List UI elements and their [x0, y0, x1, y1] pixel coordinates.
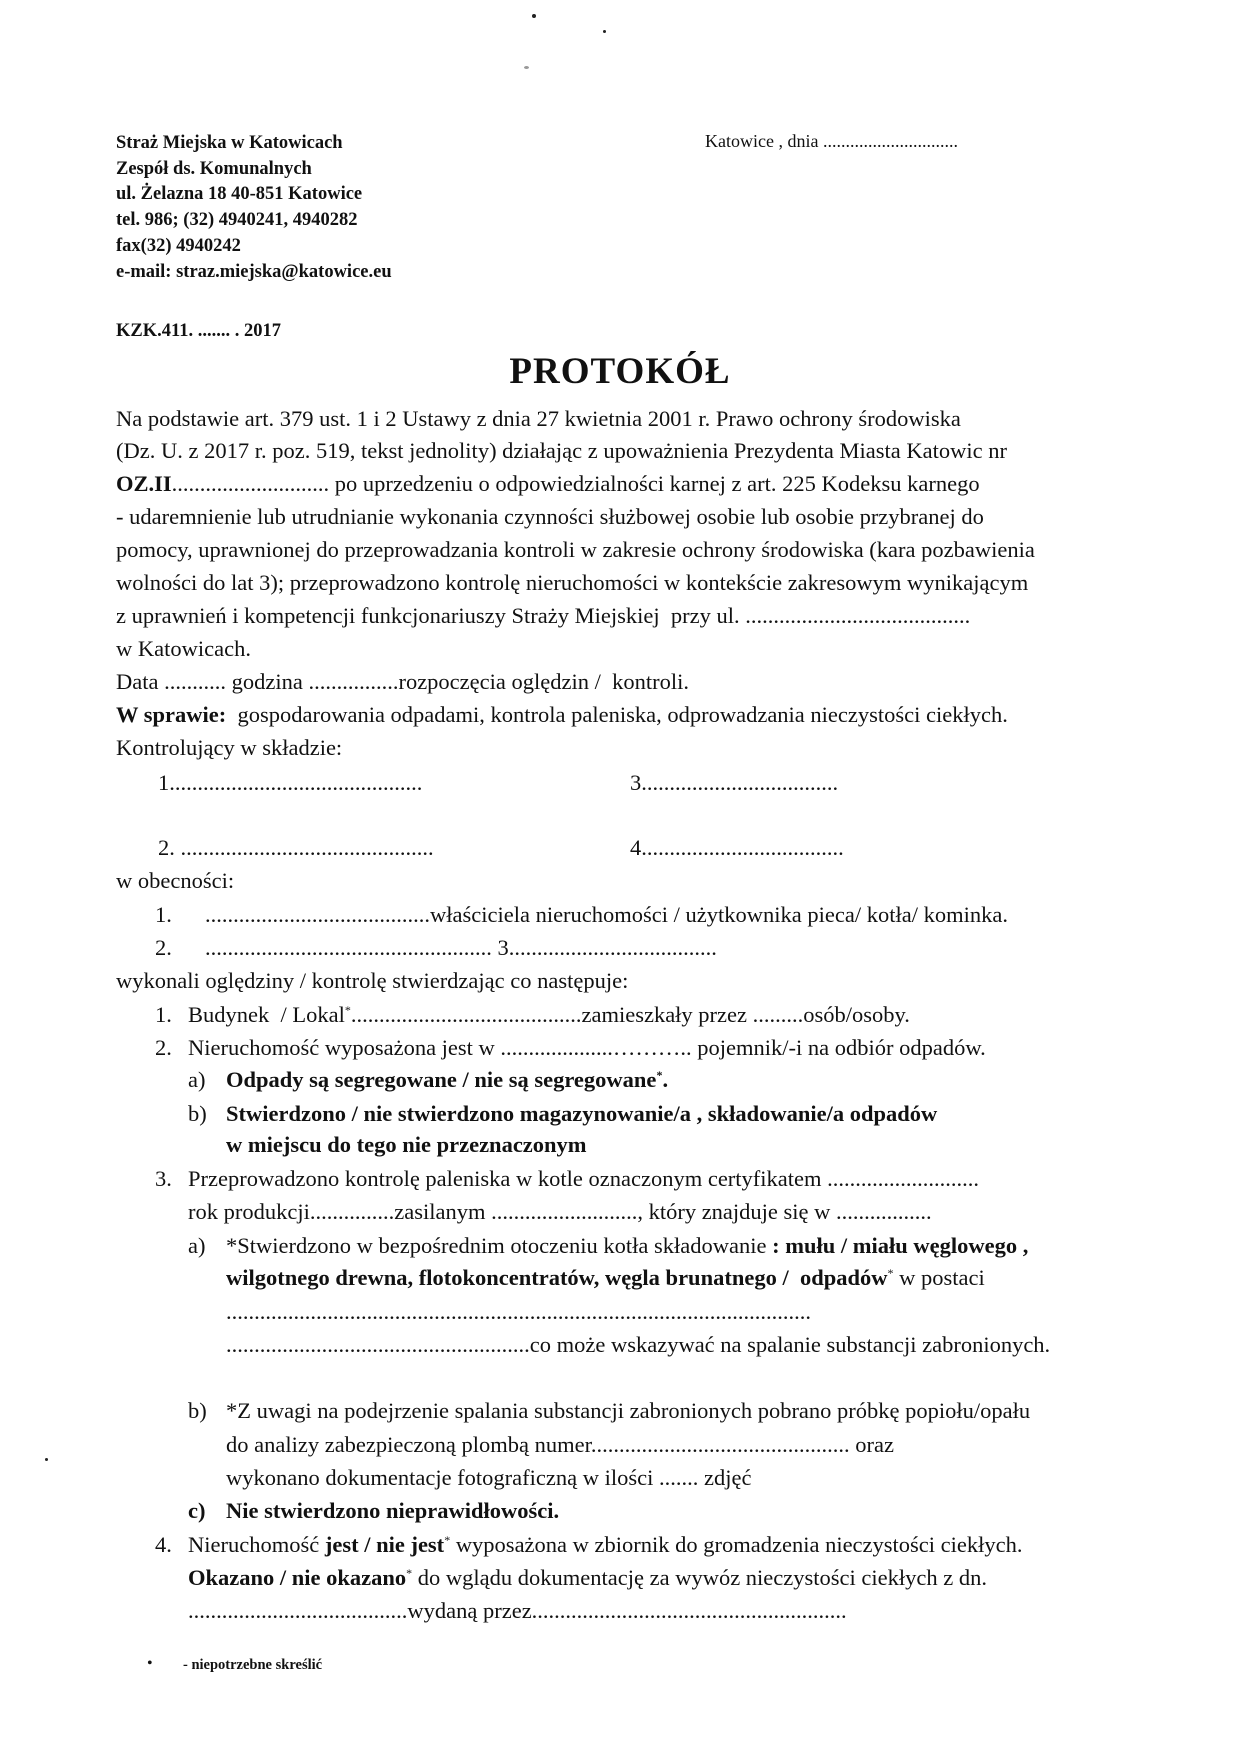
intro-line: - udaremnienie lub utrudnianie wykonania czynności służbowej osobie lub osobie przybranej do — [116, 504, 984, 529]
place-date: Katowice , dnia .............................. — [705, 131, 958, 151]
presence-label: w obecności: — [116, 868, 235, 893]
authorization-number: OZ.II — [116, 471, 172, 496]
item-3a-line-1: *Stwierdzono w bezpośrednim otoczeniu kotła składowanie : mułu / miału węglowego , — [226, 1233, 1029, 1258]
performed-line: wykonali oględziny / kontrolę stwierdzając co następuje: — [116, 968, 629, 993]
item-2a-label: a) — [188, 1067, 206, 1092]
matter-line — [116, 701, 1008, 729]
item-4-line-3: .......................................wydaną przez........................................................ — [188, 1598, 847, 1623]
item-4-line-1: Nieruchomość jest / nie jest* wyposażona w zbiornik do gromadzenia nieczystości ciekłych. — [188, 1532, 1023, 1557]
presence-2: ................................................... 3..................................... — [205, 935, 717, 960]
address: ul. Żelazna 18 40-851 Katowice — [116, 184, 363, 204]
item-3b-line-1: *Z uwagi na podejrzenie spalania substancji zabronionych pobrano próbkę popiołu/opału — [226, 1398, 1031, 1423]
phone: tel. 986; (32) 4940241, 4940282 — [116, 210, 358, 230]
footnote-text: - niepotrzebne skreślić — [183, 1657, 323, 1673]
institution-name: Straż Miejska w Katowicach — [116, 133, 343, 153]
scan-speck — [524, 66, 529, 69]
item-2-number: 2. — [155, 1035, 172, 1060]
page-title: PROTOKÓŁ — [509, 351, 731, 392]
item-4-number: 4. — [155, 1532, 172, 1557]
intro-line: (Dz. U. z 2017 r. poz. 519, tekst jednolity) działając z upoważnienia Prezydenta Miasta Katowic nr — [116, 438, 1007, 463]
item-3-text-cont: rok produkcji...............zasilanym .........................., który znajduje się w ................. — [188, 1199, 932, 1224]
item-3b-line-2: do analizy zabezpieczoną plombą numer.............................................. oraz — [226, 1432, 894, 1457]
item-3c-text: Nie stwierdzono nieprawidłowości. — [226, 1498, 560, 1523]
item-4-line-2: Okazano / nie okazano* do wglądu dokumentację za wywóz nieczystości ciekłych z dn. — [188, 1565, 987, 1590]
inspector-1: 1............................................. — [158, 770, 423, 795]
intro-line: w Katowicach. — [116, 636, 251, 661]
item-3-text: Przeprowadzono kontrolę paleniska w kotle oznaczonym certyfikatem ........................... — [188, 1166, 980, 1191]
department-name: Zespół ds. Komunalnych — [116, 159, 312, 179]
item-1-text: Budynek / Lokal*.........................................zamieszkały przez .........osób/osoby. — [188, 1002, 910, 1027]
item-3c-label: c) — [188, 1498, 206, 1523]
item-3b-line-3: wykonano dokumentacje fotograficzną w ilości ....... zdjęć — [226, 1465, 752, 1490]
footnote-bullet: • — [147, 1655, 153, 1672]
scan-speck — [603, 30, 606, 33]
item-2a-text: Odpady są segregowane / nie są segregowane*. — [226, 1067, 669, 1092]
inspector-2: 2. ............................................. — [158, 835, 434, 860]
inspector-3: 3................................... — [630, 770, 839, 795]
item-3b-label: b) — [188, 1398, 207, 1423]
presence-1-number: 1. — [155, 902, 172, 927]
scan-speck — [45, 1458, 48, 1461]
intro-line: pomocy, uprawnionej do przeprowadzania kontroli w zakresie ochrony środowiska (kara pozbawienia — [116, 537, 1035, 562]
email: e-mail: straz.miejska@katowice.eu — [116, 262, 392, 282]
inspector-4: 4.................................... — [630, 835, 844, 860]
item-3a-label: a) — [188, 1233, 206, 1258]
item-2b-text: Stwierdzono / nie stwierdzono magazynowanie/a , składowanie/a odpadów — [226, 1101, 938, 1126]
item-2b-text-cont: w miejscu do tego nie przeznaczonym — [226, 1132, 587, 1157]
scan-speck — [532, 14, 536, 18]
item-3a-line-2: wilgotnego drewna, flotokoncentratów, węgla brunatnego / odpadów* w postaci — [226, 1265, 985, 1290]
item-3a-line-3: ........................................................................................................ — [226, 1299, 811, 1324]
presence-1: ........................................właściciela nieruchomości / użytkownika pieca/ kotła/ kominka. — [205, 902, 1008, 927]
item-3-number: 3. — [155, 1166, 172, 1191]
item-3a-line-4: ......................................................co może wskazywać na spalanie substancji zabronionych. — [226, 1332, 1051, 1357]
case-number: KZK.411. ....... . 2017 — [116, 321, 281, 341]
inspectors-label: Kontrolujący w składzie: — [116, 735, 343, 760]
matter-label: W sprawie: — [116, 702, 227, 727]
fax: fax(32) 4940242 — [116, 236, 241, 256]
intro-line: Na podstawie art. 379 ust. 1 i 2 Ustawy z dnia 27 kwietnia 2001 r. Prawo ochrony środowiska — [116, 406, 961, 431]
intro-line: z uprawnień i kompetencji funkcjonariuszy Straży Miejskiej przy ul. ........................................ — [116, 603, 971, 628]
intro-line: OZ.II............................ po uprzedzeniu o odpowiedzialności karnej z art. 225 Kodeksu karnego — [116, 471, 980, 496]
date-line: Data ........... godzina ................rozpoczęcia oględzin / kontroli. — [116, 669, 689, 694]
item-2b-label: b) — [188, 1101, 207, 1126]
intro-line: wolności do lat 3); przeprowadzono kontrolę nieruchomości w kontekście zakresowym wynikającym — [116, 570, 1029, 595]
matter-text: gospodarowania odpadami, kontrola paleniska, odprowadzania nieczystości ciekłych. — [237, 702, 1008, 727]
item-1-number: 1. — [155, 1002, 172, 1027]
item-2-text: Nieruchomość wyposażona jest w ....................……….. pojemnik/-i na odbiór odpadów. — [188, 1035, 986, 1060]
presence-2-number: 2. — [155, 935, 172, 960]
